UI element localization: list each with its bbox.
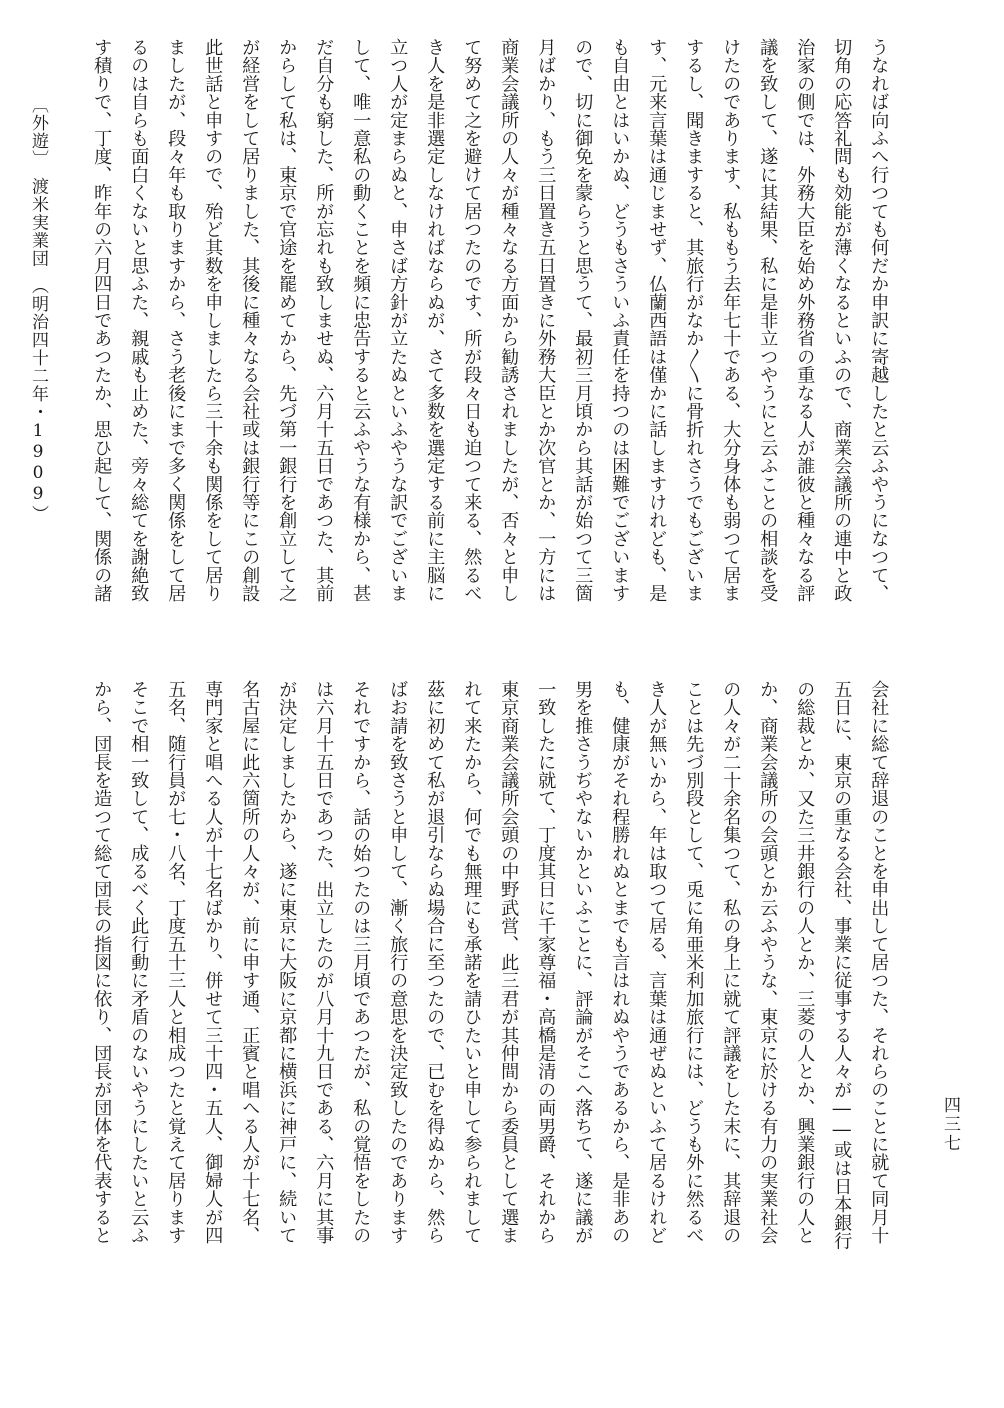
- text-column-lower-3: の総裁とか、又た三井銀行の人とか、三菱の人とか、興業銀行の人と: [794, 680, 816, 1245]
- text-column-upper-20: ましたが、段々年も取りますから、さう老後にまで多く関係をして居: [165, 38, 187, 603]
- text-column-upper-2: 切角の応答礼問も効能が薄くなるといふので、商業会議所の連中と政: [831, 38, 853, 603]
- text-column-lower-14: ばお請を致さうと申して、漸く旅行の意思を決定致したのであります: [387, 680, 409, 1245]
- text-column-upper-8: も自由とはいかぬ、どうもさういふ責任を持つのは困難でございます: [609, 38, 631, 603]
- text-column-upper-17: からして私は、東京で官途を罷めてから、先づ第一銀行を創立して之: [276, 38, 298, 603]
- text-column-upper-15: して、唯一意私の動くことを頻に忠告すると云ふやうな有様から、甚: [350, 38, 372, 603]
- text-column-lower-5: の人々が二十余名集つて、私の身上に就て評議をした末に、其辞退の: [720, 680, 742, 1245]
- text-column-lower-2: 五日に、東京の重なる会社、事業に従事する人々が――或は日本銀行: [831, 680, 853, 1250]
- text-column-lower-12: れて来たから、何でも無理にも承諾を請ひたいと申して参られまして: [461, 680, 483, 1245]
- text-column-upper-12: て努めて之を避けて居つたのです、所が段々日も迫つて来る、然るべ: [461, 38, 483, 603]
- text-column-upper-10: 月ばかり、もう三日置き五日置きに外務大臣とか次官とか、一方には: [535, 38, 557, 603]
- text-column-upper-6: するし、聞きますると、其旅行がなか〳〵に骨折れさうでもございま: [683, 38, 705, 603]
- text-column-upper-16: だ自分も窮した、所が忘れも致しませぬ、六月十五日であつた、其前: [313, 38, 335, 603]
- page-number: 四三七: [940, 1096, 960, 1153]
- text-column-lower-9: 男を推さうぢやないかといふことに、評論がそこへ落ちて、遂に議が: [572, 680, 594, 1245]
- text-column-lower-17: が決定しましたから、遂に東京に大阪に京都に横浜に神戸に、続いて: [276, 680, 298, 1245]
- text-column-lower-13: 茲に初めて私が退引ならぬ場合に至つたので、已むを得ぬから、然ら: [424, 680, 446, 1245]
- text-column-lower-6: ことは先づ別段として、兎に角亜米利加旅行には、どうも外に然るべ: [683, 680, 705, 1245]
- text-column-lower-11: 東京商業会議所会頭の中野武営、此三君が其仲間から委員として選ま: [498, 680, 520, 1245]
- text-column-upper-9: ので、切に御免を蒙らうと思うて、最初三月頃から其話が始つて三箇: [572, 38, 594, 603]
- text-column-lower-8: も、健康がそれ程勝れぬとまでも言はれぬやうであるから、是非あの: [609, 680, 631, 1245]
- text-column-lower-18: 名古屋に此六箇所の人々が、前に申す通、正賓と唱へる人が十七名、: [239, 680, 261, 1245]
- text-column-upper-3: 治家の側では、外務大臣を始め外務省の重なる人が誰彼と種々なる評: [794, 38, 816, 603]
- text-column-lower-20: 五名、随行員が七・八名、丁度五十三人と相成つたと覚えて居ります: [165, 680, 187, 1245]
- text-column-upper-21: るのは自らも面白くないと思ふた、親戚も止めた、旁々総てを謝絶致: [128, 38, 150, 603]
- text-column-lower-7: き人が無いから、年は取つて居る、言葉は通ぜぬといふて居るけれど: [646, 680, 668, 1245]
- text-column-upper-19: 此世話と申すので、殆ど其数を申しましたら三十余も関係をして居り: [202, 38, 224, 603]
- text-column-lower-21: そこで相一致して、成るべく此行動に矛盾のないやうにしたいと云ふ: [128, 680, 150, 1245]
- text-column-upper-4: 議を致して、遂に其結果、私に是非立つやうにと云ふことの相談を受: [757, 38, 779, 603]
- text-column-lower-15: それですから、話の始つたのは三月頃であつたが、私の覚悟をしたの: [350, 680, 372, 1245]
- text-column-upper-18: が経営をして居りました、其後に種々なる会社或は銀行等にこの創設: [239, 38, 261, 603]
- text-column-lower-16: は六月十五日であつた、出立したのが八月十九日である、六月に其事: [313, 680, 335, 1245]
- text-column-upper-1: うなれば向ふへ行つても何だか申訳に寄越したと云ふやうになつて、: [868, 38, 890, 603]
- text-column-lower-22: から、団長を造つて総て団長の指図に依り、団長が団体を代表すると: [91, 680, 113, 1245]
- text-column-lower-4: か、商業会議所の会頭とか云ふやうな、東京に於ける有力の実業社会: [757, 680, 779, 1245]
- text-column-lower-1: 会社に総て辞退のことを申出して居つた、それらのことに就て同月十: [868, 680, 890, 1245]
- text-column-upper-11: 商業会議所の人々が種々なる方面から勧誘されましたが、否々と申し: [498, 38, 520, 603]
- text-column-upper-22: す積りで、丁度、昨年の六月四日であつたか、思ひ起して、関係の諸: [91, 38, 113, 603]
- text-column-lower-19: 専門家と唱へる人が十七名ばかり、併せて三十四・五人、御婦人が四: [202, 680, 224, 1245]
- text-column-upper-13: き人を是非選定しなければならぬが、さて多数を選定する前に主脳に: [424, 38, 446, 603]
- text-column-upper-14: 立つ人が定まらぬと、申さば方針が立たぬといふやうな訳でございま: [387, 38, 409, 603]
- text-column-upper-7: す、元来言葉は通じませず、仏蘭西語は僅かに話しますけれども、是: [646, 38, 668, 603]
- text-column-upper-5: けたのであります、私ももう去年七十である、大分身体も弱つて居ま: [720, 38, 742, 603]
- running-head: 〔外遊〕 渡米実業団 （明治四十二年・1909）: [28, 96, 48, 523]
- text-column-lower-10: 一致したに就て、丁度其日に千家尊福・高橋是清の両男爵、それから: [535, 680, 557, 1245]
